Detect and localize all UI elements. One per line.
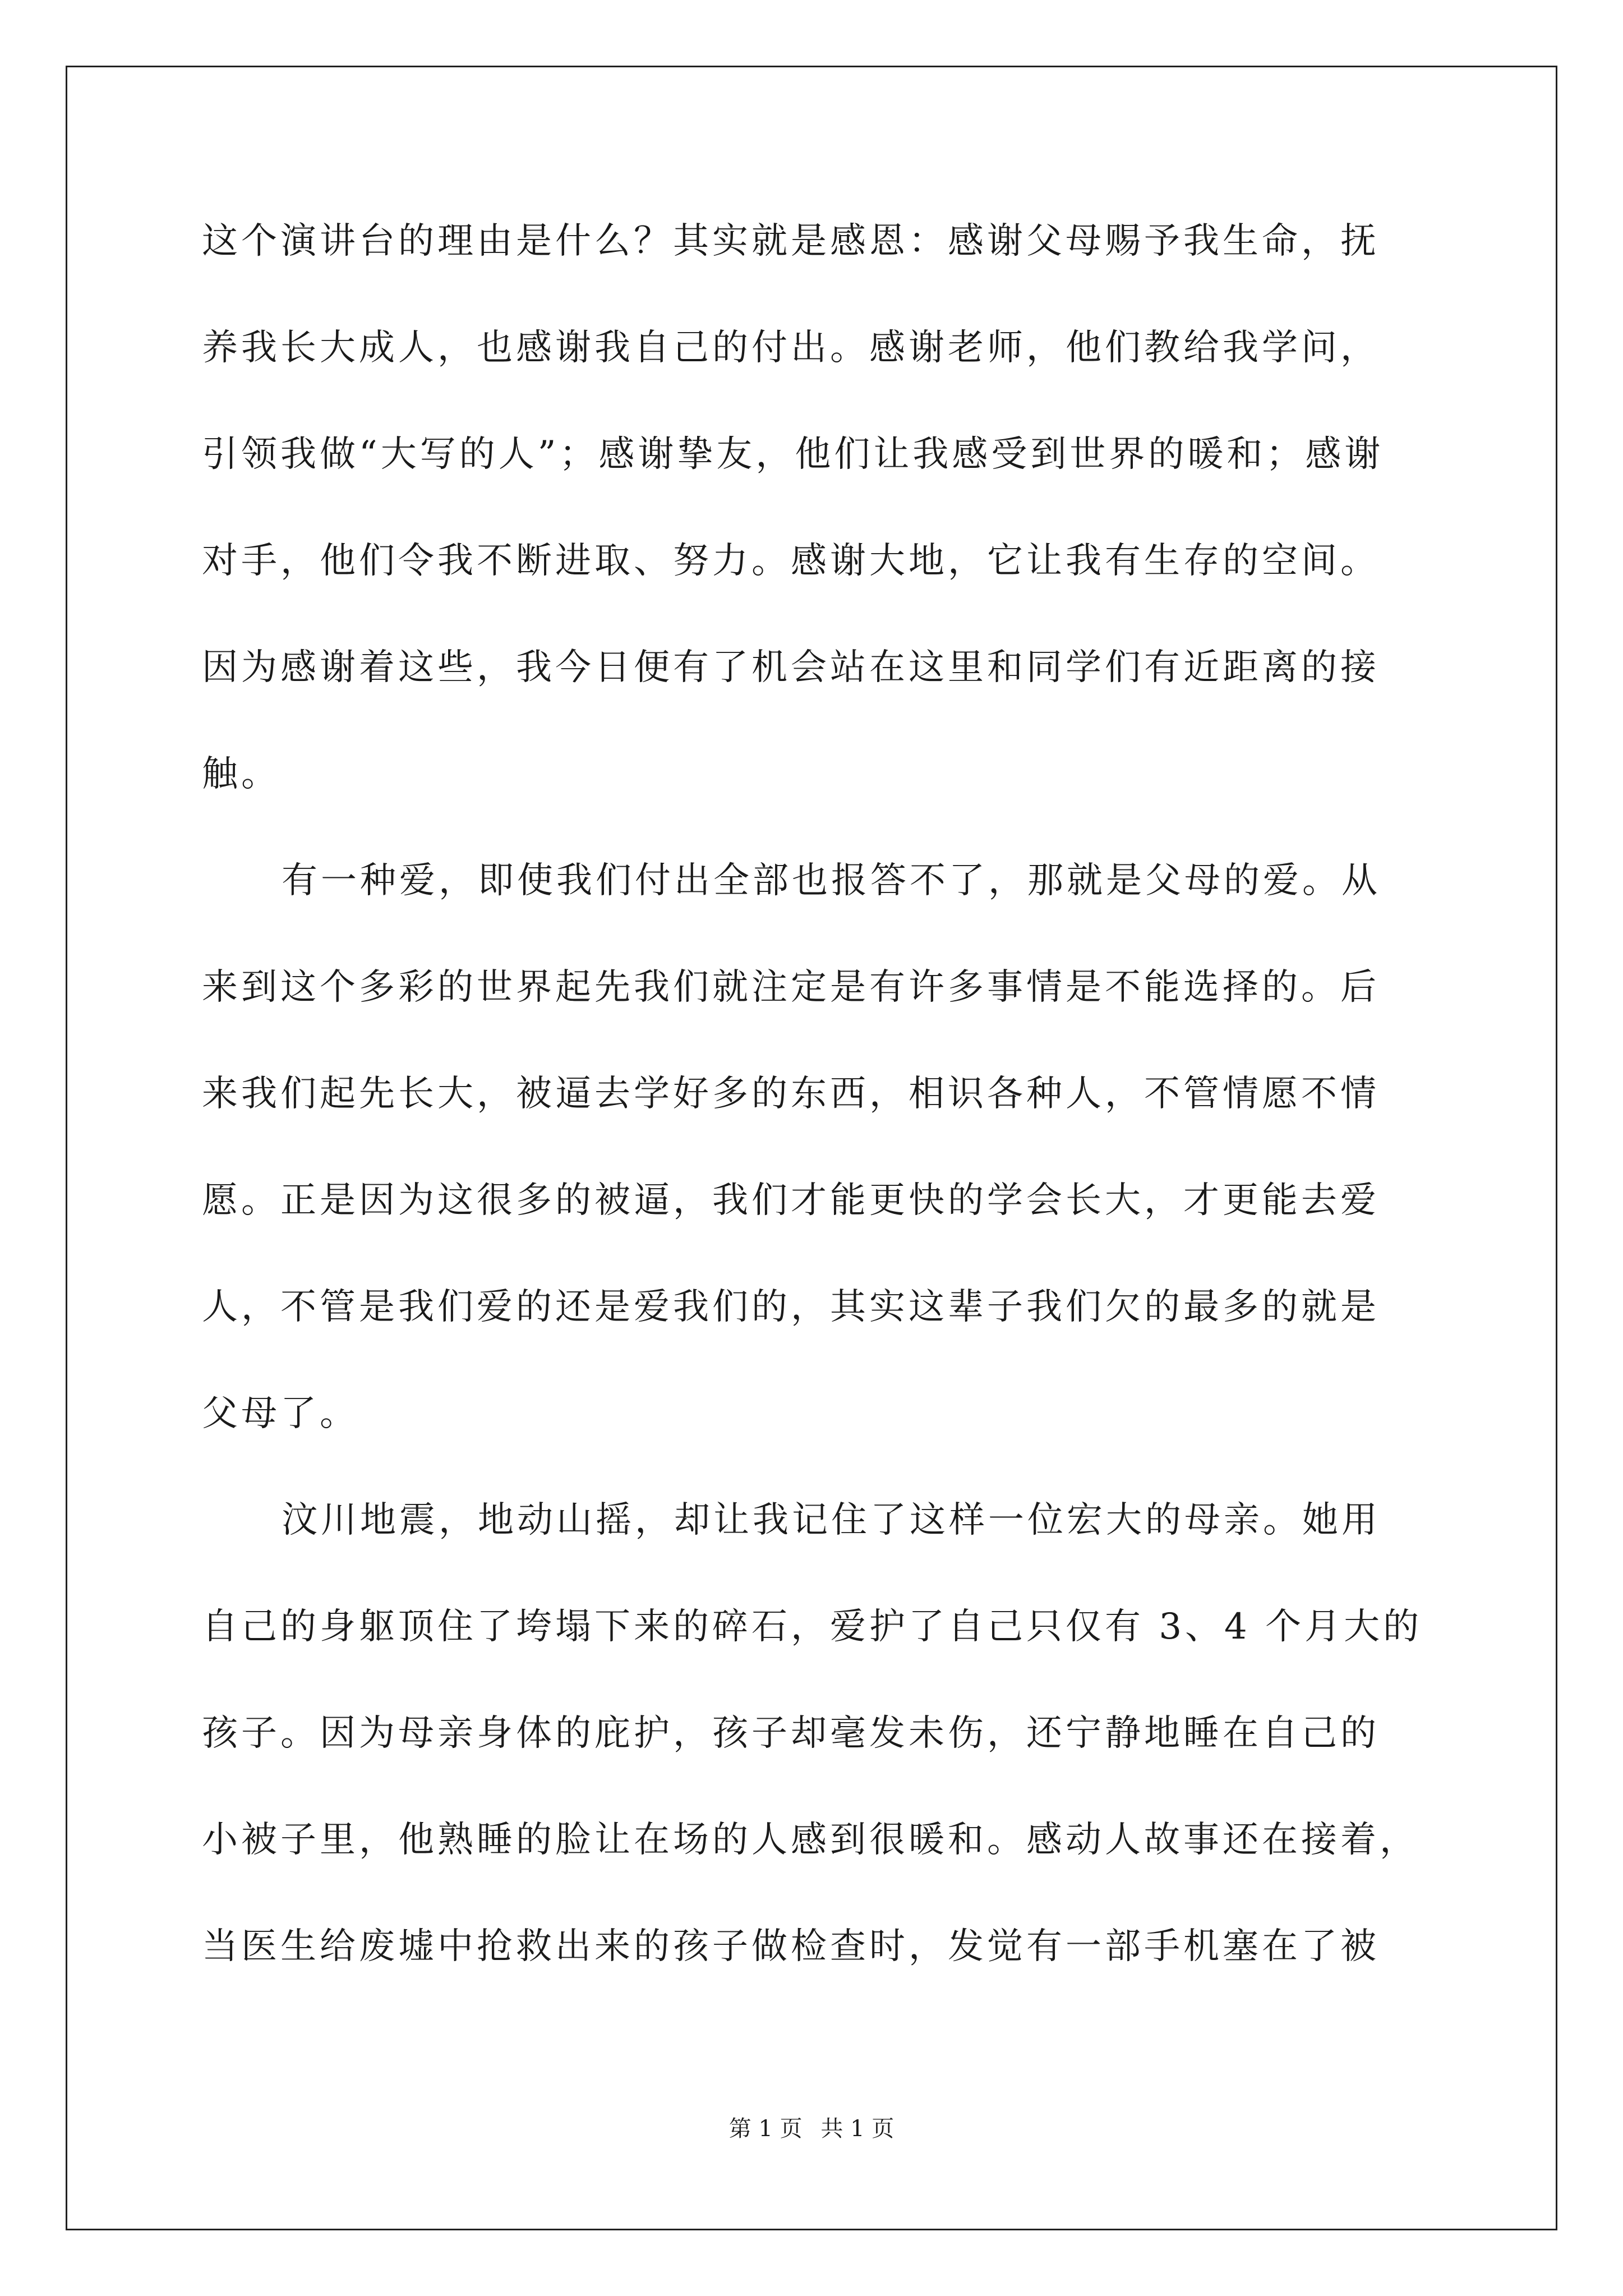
text-line-8: 来到这个多彩的世界起先我们就注定是有许多事情是不能选择的。后 [202, 967, 1380, 1008]
document-body [202, 213, 1427, 2025]
page-number: 第 1 页 [728, 2116, 803, 2142]
text-line-13: 汶川地震，地动山摇，却让我记住了这样一位宏大的母亲。她用 [282, 1499, 1381, 1541]
text-line-14: 自己的身躯顶住了垮塌下来的碎石，爱护了自己只仅有 3、4 个月大的 [202, 1606, 1423, 1648]
text-line-10: 愿。正是因为这很多的被逼，我们才能更快的学会长大，才更能去爱 [202, 1180, 1380, 1221]
text-line-3: 引领我做“大写的人”；感谢挚友，他们让我感受到世界的暖和；感谢 [202, 434, 1384, 475]
text-line-16: 小被子里，他熟睡的脸让在场的人感到很暖和。感动人故事还在接着， [202, 1819, 1419, 1861]
text-line-11: 人，不管是我们爱的还是爱我们的，其实这辈子我们欠的最多的就是 [202, 1286, 1380, 1328]
text-line-15: 孩子。因为母亲身体的庇护，孩子却毫发未伤，还宁静地睡在自己的 [202, 1713, 1380, 1754]
text-line-9: 来我们起先长大，被逼去学好多的东西，相识各种人，不管情愿不情 [202, 1073, 1380, 1115]
text-line-6: 触。 [202, 753, 280, 795]
text-line-12: 父母了。 [202, 1393, 359, 1434]
text-line-1: 这个演讲台的理由是什么？其实就是感恩：感谢父母赐予我生命，抚 [202, 220, 1380, 262]
page-footer [0, 2115, 1623, 2143]
text-line-5: 因为感谢着这些，我今日便有了机会站在这里和同学们有近距离的接 [202, 647, 1380, 688]
text-line-7: 有一种爱，即使我们付出全部也报答不了，那就是父母的爱。从 [282, 860, 1381, 901]
text-line-2: 养我长大成人，也感谢我自己的付出。感谢老师，他们教给我学问， [202, 327, 1380, 369]
text-line-4: 对手，他们令我不断进取、努力。感谢大地，它让我有生存的空间。 [202, 540, 1380, 582]
page-total: 共 1 页 [820, 2116, 895, 2142]
text-line-17: 当医生给废墟中抢救出来的孩子做检查时，发觉有一部手机塞在了被 [202, 1926, 1380, 1967]
